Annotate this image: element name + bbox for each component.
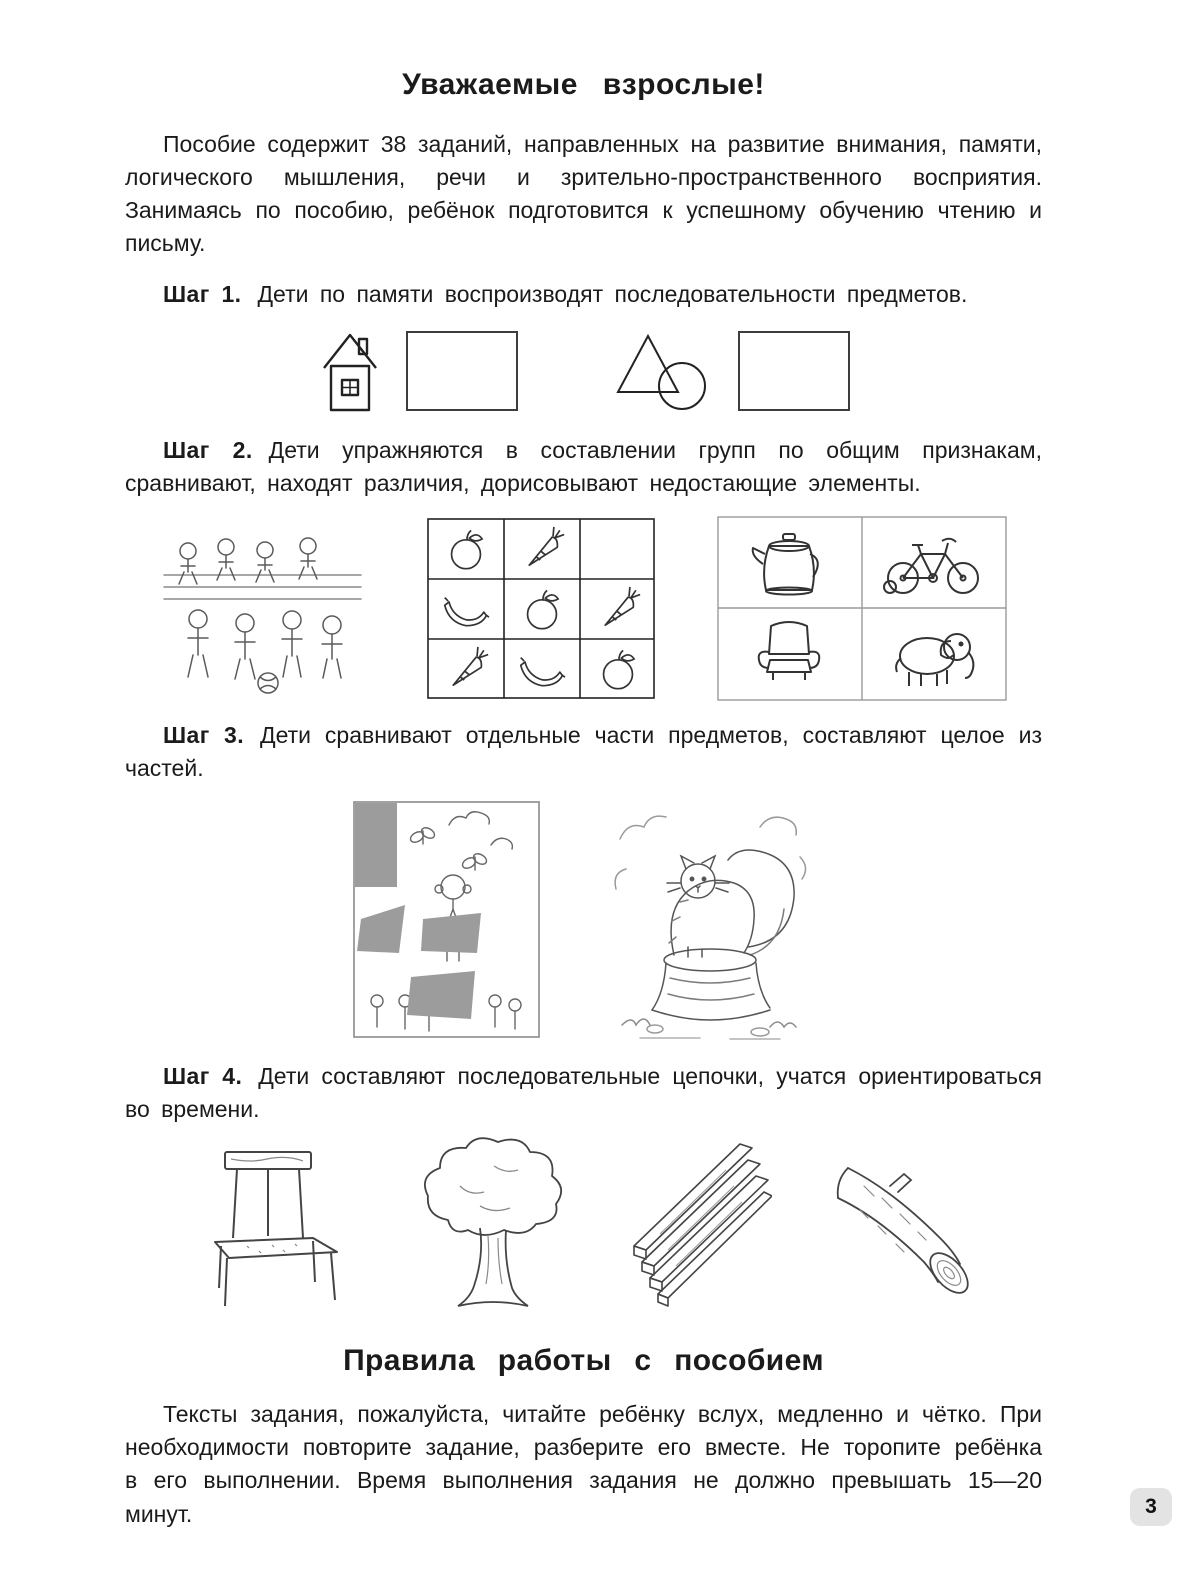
page-title: Уважаемые взрослые! xyxy=(402,68,765,101)
memory-pair-shapes xyxy=(610,330,850,412)
step-2-label: Шаг 2. xyxy=(163,436,253,463)
step-3-illustrations xyxy=(125,797,1042,1042)
rules-title: Правила работы с пособием xyxy=(343,1344,824,1378)
children-playing-sketch xyxy=(160,517,365,699)
page-number-badge xyxy=(1130,1488,1172,1526)
intro-paragraph: Пособие содержит 38 заданий, направленных на развитие внимания, памяти, логического мышления, речи и зрительно-пространственного восприятия. Занимаясь по пособию, ребёнок подготовится к успешному обучению чтению и письму. xyxy=(125,131,1042,257)
step-1-label: Шаг 1. xyxy=(163,281,242,308)
step-2-illustrations xyxy=(125,516,1042,701)
planks-drawing xyxy=(630,1138,772,1314)
triangle-circle-icon xyxy=(610,330,714,412)
house-icon xyxy=(318,326,382,416)
step-3-text: Дети сравнивают отдельные части предметов, составляют целое из частей. xyxy=(125,721,1042,781)
empty-memory-box xyxy=(406,331,518,411)
step-1-text: Дети по памяти воспроизводят последовательности предметов. xyxy=(257,281,968,308)
step-4-illustrations xyxy=(125,1136,1042,1314)
empty-memory-box xyxy=(738,331,850,411)
rules-paragraph: Тексты задания, пожалуйста, читайте ребёнку вслух, медленно и чётко. При необходимости повторите задание, разберите его вместе. Не торопите ребёнка в его выполнении. Время выполнения задания не должно превышать 15—20 минут. xyxy=(125,1401,1042,1527)
step-1-paragraph xyxy=(125,278,1042,311)
step-2-text: Дети упражняются в составлении групп по общим признакам, сравнивают, находят различия, дорисовывают недостающие элементы. xyxy=(125,436,1042,496)
garden-scene-with-hidden-parts xyxy=(353,801,540,1038)
step-4-paragraph xyxy=(125,1060,1042,1126)
chair-drawing xyxy=(187,1146,352,1314)
tree-drawing xyxy=(410,1136,572,1314)
step-3-label: Шаг 3. xyxy=(163,721,244,748)
step-3-paragraph xyxy=(125,719,1042,785)
step-1-illustrations xyxy=(125,326,1042,416)
step-4-text: Дети составляют последовательные цепочки, учатся ориентироваться во времени. xyxy=(125,1062,1042,1123)
step-2-paragraph xyxy=(125,434,1042,500)
food-grid xyxy=(427,518,655,699)
cat-on-stump xyxy=(610,797,815,1042)
memory-pair-house xyxy=(318,326,518,416)
log-drawing xyxy=(830,1146,980,1314)
objects-grid xyxy=(717,516,1007,701)
step-4-label: Шаг 4. xyxy=(163,1062,243,1089)
page-number: 3 xyxy=(1145,1495,1157,1518)
